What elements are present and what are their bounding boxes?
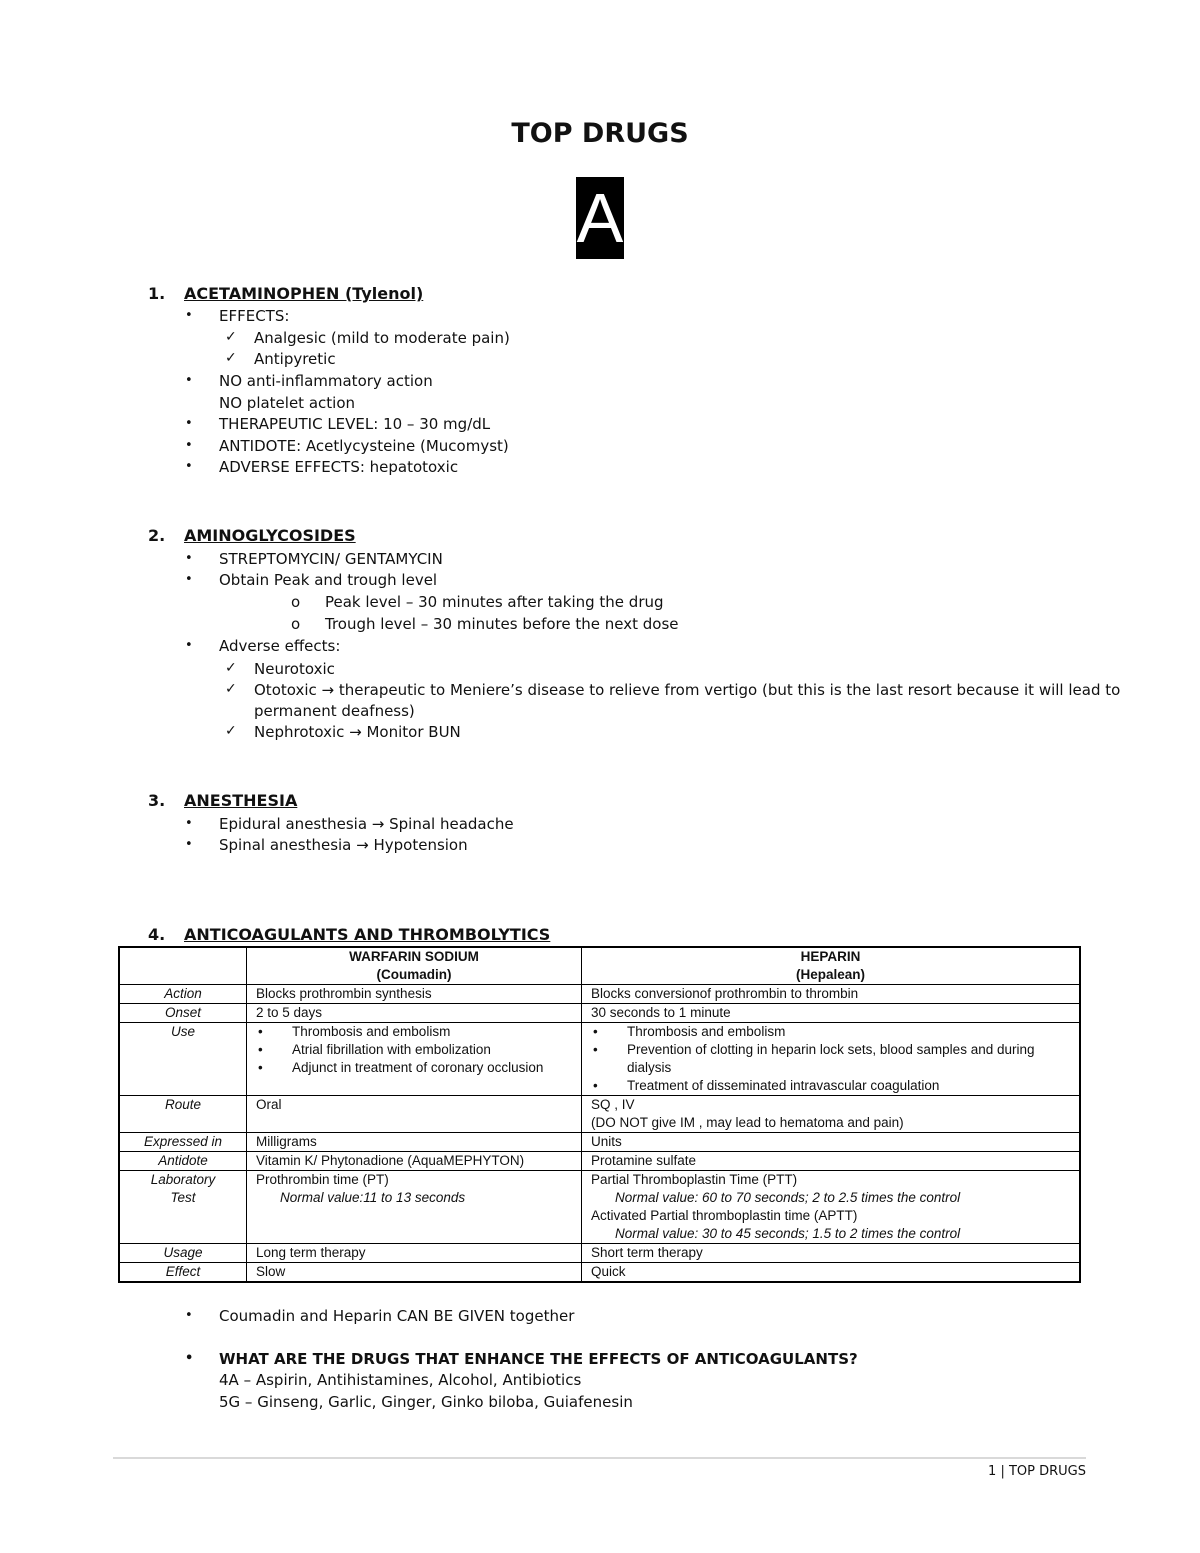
list-item: ✓ Nephrotoxic → Monitor BUN <box>254 723 461 741</box>
list-item: • NO anti-inflammatory action <box>219 372 433 390</box>
table-cell: Protamine sulfate <box>582 1152 1081 1171</box>
list-item: • Atrial fibrillation with embolization <box>292 1041 572 1059</box>
table-cell: Vitamin K/ Phytonadione (AquaMEPHYTON) <box>247 1152 582 1171</box>
table-cell <box>582 1096 1081 1133</box>
list-item: o Trough level – 30 minutes before the next dose <box>325 615 679 633</box>
list-item: • THERAPEUTIC LEVEL: 10 – 30 mg/dL <box>219 415 490 433</box>
row-label <box>119 1171 247 1244</box>
row-label: Onset <box>119 1004 247 1023</box>
list-item: • Epidural anesthesia → Spinal headache <box>219 815 514 833</box>
table-row <box>119 1133 1080 1152</box>
list-item: o Peak level – 30 minutes after taking the drug <box>325 593 664 611</box>
anticoagulant-comparison-table <box>118 946 1081 1283</box>
list-item: • Adverse effects: <box>219 637 340 655</box>
list-item: • Adjunct in treatment of coronary occlusion <box>292 1059 572 1077</box>
table-cell: Short term therapy <box>582 1244 1081 1263</box>
list-item: • ANTIDOTE: Acetlycysteine (Mucomyst) <box>219 437 509 455</box>
list-item: • Thrombosis and embolism <box>292 1023 572 1041</box>
table-cell: 30 seconds to 1 minute <box>582 1004 1081 1023</box>
column-header-name: WARFARIN SODIUM <box>349 949 479 964</box>
section-heading <box>148 284 423 303</box>
list-item: 5G – Ginseng, Garlic, Ginger, Ginko biloba, Guiafenesin <box>219 1393 633 1411</box>
normal-value: Normal value: 30 to 45 seconds; 1.5 to 2 times the control <box>615 1226 961 1241</box>
list-item: • Thrombosis and embolism <box>627 1023 1070 1041</box>
table-cell <box>582 1023 1081 1096</box>
row-label: Expressed in <box>119 1133 247 1152</box>
table-cell: Units <box>582 1133 1081 1152</box>
cell-line: Prothrombin time (PT) <box>256 1172 389 1187</box>
list-item: 4A – Aspirin, Antihistamines, Alcohol, Antibiotics <box>219 1371 582 1389</box>
list-item: • Obtain Peak and trough level <box>219 571 437 589</box>
column-header-heparin <box>582 947 1081 985</box>
table-corner-cell <box>119 947 247 985</box>
cell-line: SQ , IV <box>591 1097 635 1112</box>
column-header-name: HEPARIN <box>800 949 861 964</box>
table-cell <box>247 1171 582 1244</box>
row-label: Antidote <box>119 1152 247 1171</box>
list-item-question: • WHAT ARE THE DRUGS THAT ENHANCE THE EFFECTS OF ANTICOAGULANTS? <box>219 1350 858 1368</box>
table-row <box>119 985 1080 1004</box>
table-cell: Milligrams <box>247 1133 582 1152</box>
row-label: Use <box>119 1023 247 1096</box>
section-number: 1. <box>148 284 166 303</box>
section-number: 2. <box>148 526 166 545</box>
table-cell: 2 to 5 days <box>247 1004 582 1023</box>
table-row <box>119 1096 1080 1133</box>
section-heading <box>148 526 356 545</box>
section-number: 4. <box>148 925 166 944</box>
list-item: • Spinal anesthesia → Hypotension <box>219 836 468 854</box>
row-label: Effect <box>119 1263 247 1283</box>
page-title: TOP DRUGS <box>511 118 689 149</box>
list-item: • Prevention of clotting in heparin lock sets, blood samples and during dialysis <box>627 1041 1070 1077</box>
section-title: ANESTHESIA <box>184 791 298 810</box>
list-item: • ADVERSE EFFECTS: hepatotoxic <box>219 458 458 476</box>
section-title: ACETAMINOPHEN (Tylenol) <box>184 284 424 303</box>
table-cell: Long term therapy <box>247 1244 582 1263</box>
section-title: ANTICOAGULANTS AND THROMBOLYTICS <box>184 925 551 944</box>
section-heading <box>148 925 550 944</box>
normal-value: Normal value: 60 to 70 seconds; 2 to 2.5 times the control <box>615 1190 961 1205</box>
table-row <box>119 1244 1080 1263</box>
row-label-line: Test <box>170 1190 196 1205</box>
table-row <box>119 1263 1080 1283</box>
column-header-warfarin <box>247 947 582 985</box>
row-label: Usage <box>119 1244 247 1263</box>
cell-line: Activated Partial thromboplastin time (APTT) <box>591 1208 858 1223</box>
table-cell: Oral <box>247 1096 582 1133</box>
section-letter-badge: A <box>576 179 624 257</box>
table-cell: Quick <box>582 1263 1081 1283</box>
list-item: ✓ Neurotoxic <box>254 660 335 678</box>
table-cell: Blocks conversionof prothrombin to thrombin <box>582 985 1081 1004</box>
table-cell: Slow <box>247 1263 582 1283</box>
table-row <box>119 1152 1080 1171</box>
table-row <box>119 1171 1080 1244</box>
footer-divider <box>113 1457 1086 1459</box>
table-cell <box>247 1023 582 1096</box>
row-label-line: Laboratory <box>150 1172 216 1187</box>
list-item: • Treatment of disseminated intravascular coagulation <box>627 1077 1070 1095</box>
list-item: ✓ Ototoxic → therapeutic to Meniere’s disease to relieve from vertigo (but this is the last resort because it will lead to <box>254 681 1120 699</box>
table-header-row <box>119 947 1080 985</box>
cell-line: (DO NOT give IM , may lead to hematoma and pain) <box>591 1115 904 1130</box>
list-item: • STREPTOMYCIN/ GENTAMYCIN <box>219 550 443 568</box>
section-number: 3. <box>148 791 166 810</box>
table-cell: Blocks prothrombin synthesis <box>247 985 582 1004</box>
column-header-brand: (Coumadin) <box>376 967 452 982</box>
column-header-brand: (Hepalean) <box>795 967 866 982</box>
list-item: ✓ Antipyretic <box>254 350 336 368</box>
page-footer: 1 | TOP DRUGS <box>988 1464 1086 1479</box>
row-label: Route <box>119 1096 247 1133</box>
list-item: NO platelet action <box>219 394 356 412</box>
list-item: • Coumadin and Heparin CAN BE GIVEN together <box>219 1307 574 1325</box>
list-item: • EFFECTS: <box>219 307 289 325</box>
cell-line: Partial Thromboplastin Time (PTT) <box>591 1172 798 1187</box>
normal-value: Normal value:11 to 13 seconds <box>280 1190 466 1205</box>
section-title: AMINOGLYCOSIDES <box>184 526 356 545</box>
list-item: permanent deafness) <box>254 702 415 720</box>
table-row <box>119 1023 1080 1096</box>
table-cell <box>582 1171 1081 1244</box>
row-label: Action <box>119 985 247 1004</box>
table-row <box>119 1004 1080 1023</box>
section-heading <box>148 791 297 810</box>
list-item: ✓ Analgesic (mild to moderate pain) <box>254 329 510 347</box>
